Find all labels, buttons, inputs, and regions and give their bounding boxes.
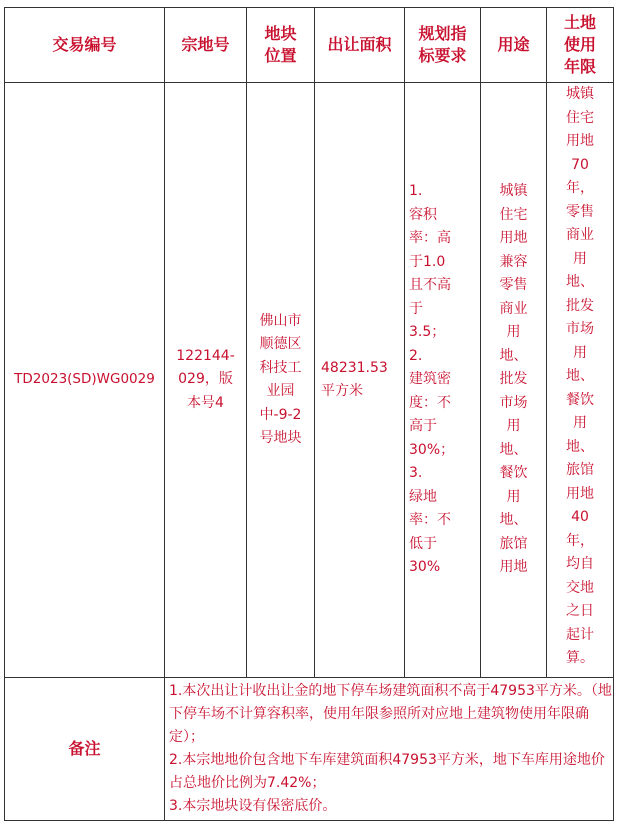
header-area: 出让面积 <box>315 8 405 83</box>
remarks-content <box>165 678 614 821</box>
header-use: 用途 <box>481 8 547 83</box>
table-row <box>5 83 614 678</box>
land-transfer-table <box>4 7 614 821</box>
cell-use: 城镇 住宅 用地 兼容 零售 商业 用 地、 批发 市场 用 地、 餐饮 用 地、 旅馆 用地 <box>481 83 547 678</box>
cell-term: 城镇 住宅 用地 70 年， 零售 商业 用 地、 批发 市场 用 地、 餐饮 用 地、 旅馆 用地 40 年， 均自 交地 之日 起计 算。 <box>547 83 614 678</box>
cell-area: 48231.53 平方米 <box>315 83 405 678</box>
header-row <box>5 8 614 83</box>
header-location: 地块 位置 <box>247 8 315 83</box>
cell-planning: 1. 容积 率：高 于1.0 且不高 于 3.5； 2. 建筑密 度：不 高于 30%； 3. 绿地 率：不 低于 30% <box>405 83 481 678</box>
header-planning: 规划指 标要求 <box>405 8 481 83</box>
remarks-label: 备注 <box>5 678 165 821</box>
remarks-row <box>5 678 614 821</box>
remark-line: 3.本宗地块设有保密底价。 <box>169 798 337 814</box>
header-lot-number: 宗地号 <box>165 8 247 83</box>
cell-transaction-code: TD2023(SD)WG0029 <box>5 83 165 678</box>
remark-line: 1.本次出让计收出让金的地下停车场建筑面积不高于47953平方米。（地下停车场不计算容积率，使用年限参照所对应地上建筑物使用年限确定）； <box>169 683 612 745</box>
remark-line: 2.本宗地地价包含地下车库建筑面积47953平方米，地下车库用途地价占总地价比例为7.42%； <box>169 752 605 791</box>
header-term: 土地 使用 年限 <box>547 8 614 83</box>
header-transaction-code: 交易编号 <box>5 8 165 83</box>
cell-location: 佛山市 顺德区 科技工 业园 中-9-2 号地块 <box>247 83 315 678</box>
cell-lot-number: 122144- 029，版 本号4 <box>165 83 247 678</box>
